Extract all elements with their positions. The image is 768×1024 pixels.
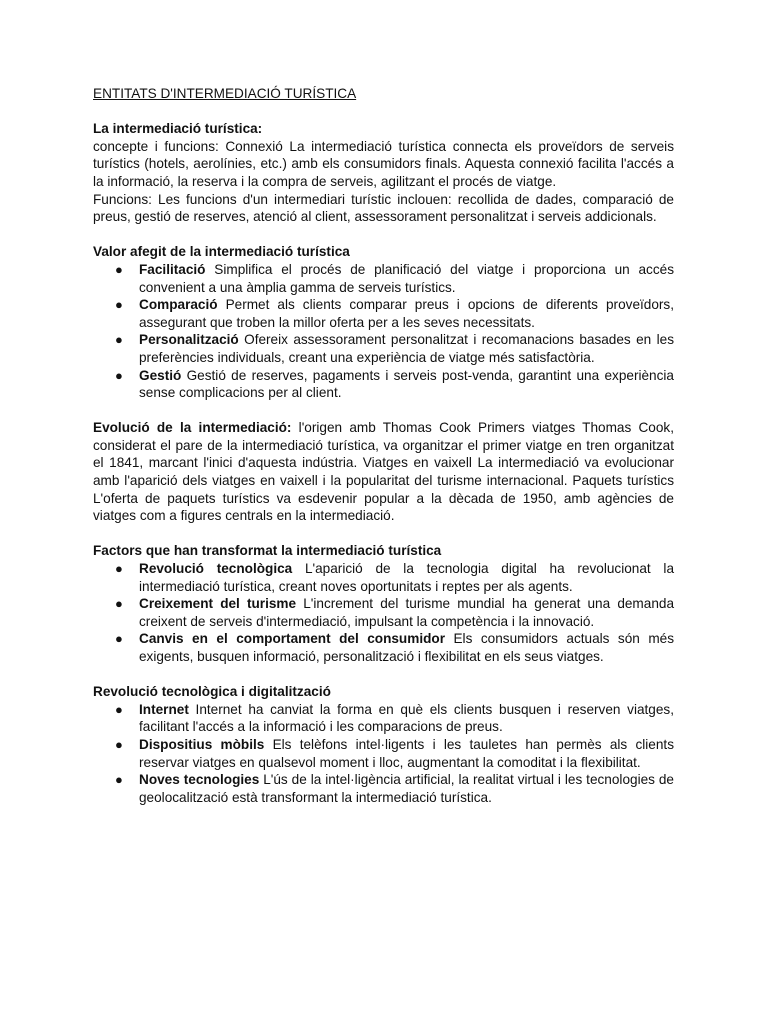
paragraph-evolucio-text: l'origen amb Thomas Cook Primers viatges Thomas Cook, considerat el pare de la intermediació turística, va organitzar el primer viatge en tren organitzat el 1841, marcant l'inici d'aquesta indústria. Viatges en vaixell La intermediació va evolucionar amb l'aparició dels viatges en vaixell i la popularitat del turisme internacional. Paquets turístics L'oferta de paquets turístics va esdevenir popular a la dècada de 1950, amb agències de viatges com a figures centrals en la intermediació.: [93, 420, 674, 524]
list-item-term: Dispositius mòbils: [139, 736, 265, 752]
list-item: [93, 367, 674, 402]
list-item-text: L'aparició de la tecnologia digital ha revolucionat la intermediació turística, creant noves oportunitats i reptes per als agents.: [139, 561, 674, 594]
section-heading-factors: Factors que han transformat la intermediació turística: [93, 543, 442, 559]
list-item-text: Simplifica el procés de planificació del viatge i proporciona un accés convenient a una àmplia gamma de serveis turístics.: [139, 261, 674, 295]
section-heading-evolucio: Evolució de la intermediació:: [93, 420, 292, 436]
document-page: [93, 85, 674, 806]
list-item: [93, 771, 674, 806]
section-intermediacio: [93, 120, 674, 138]
spacer: [93, 103, 674, 121]
list-item-text: Els telèfons intel·ligents i les tauletes han permès als clients reservar viatges en qualsevol moment i lloc, augmentant la comoditat i la flexibilitat.: [139, 736, 674, 770]
list-item: [93, 331, 674, 366]
list-item-text: Permet als clients comparar preus i opcions de diferents proveïdors, assegurant que troben la millor oferta per a les seves necessitats.: [139, 297, 674, 330]
list-item-text: Gestió de reserves, pagaments i serveis post-venda, garantint una experiència sense complicacions per al client.: [139, 367, 674, 401]
document-title: ENTITATS D'INTERMEDIACIÓ TURÍSTICA: [93, 86, 357, 101]
list-item-term: Creixement del turisme: [139, 596, 297, 612]
list-item-term: Facilitació: [139, 261, 206, 277]
section-heading-valor-afegit: Valor afegit de la intermediació turística: [93, 244, 350, 260]
list-item-text: L'increment del turisme mundial ha generat una demanda creixent de serveis d'intermediació, impulsant la competència i la innovació.: [139, 596, 674, 629]
bullet-icon: ●: [115, 701, 123, 717]
list-item: [93, 296, 674, 331]
list-item-term: Internet: [139, 701, 189, 717]
spacer: [93, 226, 674, 244]
bullet-icon: ●: [115, 367, 123, 383]
list-factors: [93, 560, 674, 666]
list-item-term: Personalització: [139, 332, 239, 348]
section-heading: La intermediació turística:: [93, 121, 263, 137]
paragraph-concepte: concepte i funcions: Connexió La intermediació turística connecta els proveïdors de serveis turístics (hotels, aerolínies, etc.) amb els consumidors finals. Aquesta connexió facilita l'accés a la informació, la reserva i la compra de serveis, agilitzant el procés de viatge.: [93, 138, 674, 189]
bullet-icon: ●: [115, 772, 123, 788]
bullet-icon: ●: [115, 596, 123, 612]
list-valor-afegit: [93, 261, 674, 402]
bullet-icon: ●: [115, 261, 123, 277]
list-item-text: Internet ha canviat la forma en què els clients busquen i reserven viatges, facilitant l'accés a la informació i les comparacions de preus.: [139, 701, 674, 735]
bullet-icon: ●: [115, 561, 123, 577]
list-item: [93, 595, 674, 630]
list-item: [93, 701, 674, 736]
bullet-icon: ●: [115, 297, 123, 313]
list-item: [93, 560, 674, 595]
list-item: [93, 630, 674, 665]
bullet-icon: ●: [115, 332, 123, 348]
list-item-term: Noves tecnologies: [139, 772, 260, 788]
spacer: [93, 666, 674, 684]
paragraph-funcions: Funcions: Les funcions d'un intermediari turístic inclouen: recollida de dades, comparació de preus, gestió de reserves, atenció al client, assessorament personalitzat i serveis addicionals.: [93, 191, 674, 225]
list-item: [93, 736, 674, 771]
list-item: [93, 261, 674, 296]
list-revolucio: [93, 701, 674, 807]
bullet-icon: ●: [115, 631, 123, 647]
list-item-term: Comparació: [139, 297, 218, 313]
list-item-text: L'ús de la intel·ligència artificial, la realitat virtual i les tecnologies de geolocalització està transformant la intermediació turística.: [139, 772, 674, 805]
spacer: [93, 525, 674, 543]
bullet-icon: ●: [115, 736, 123, 752]
section-heading-revolucio: Revolució tecnològica i digitalització: [93, 684, 331, 700]
list-item-term: Canvis en el comportament del consumidor: [139, 631, 446, 647]
spacer: [93, 402, 674, 420]
list-item-term: Gestió: [139, 367, 182, 383]
list-item-text: Els consumidors actuals són més exigents, busquen informació, personalització i flexibilitat en els seus viatges.: [139, 631, 675, 664]
list-item-term: Revolució tecnològica: [139, 561, 293, 577]
paragraph-evolucio: [93, 419, 674, 525]
list-item-text: Ofereix assessorament personalitzat i recomanacions basades en les preferències individuals, creant una experiència de viatge més satisfactòria.: [139, 332, 674, 365]
